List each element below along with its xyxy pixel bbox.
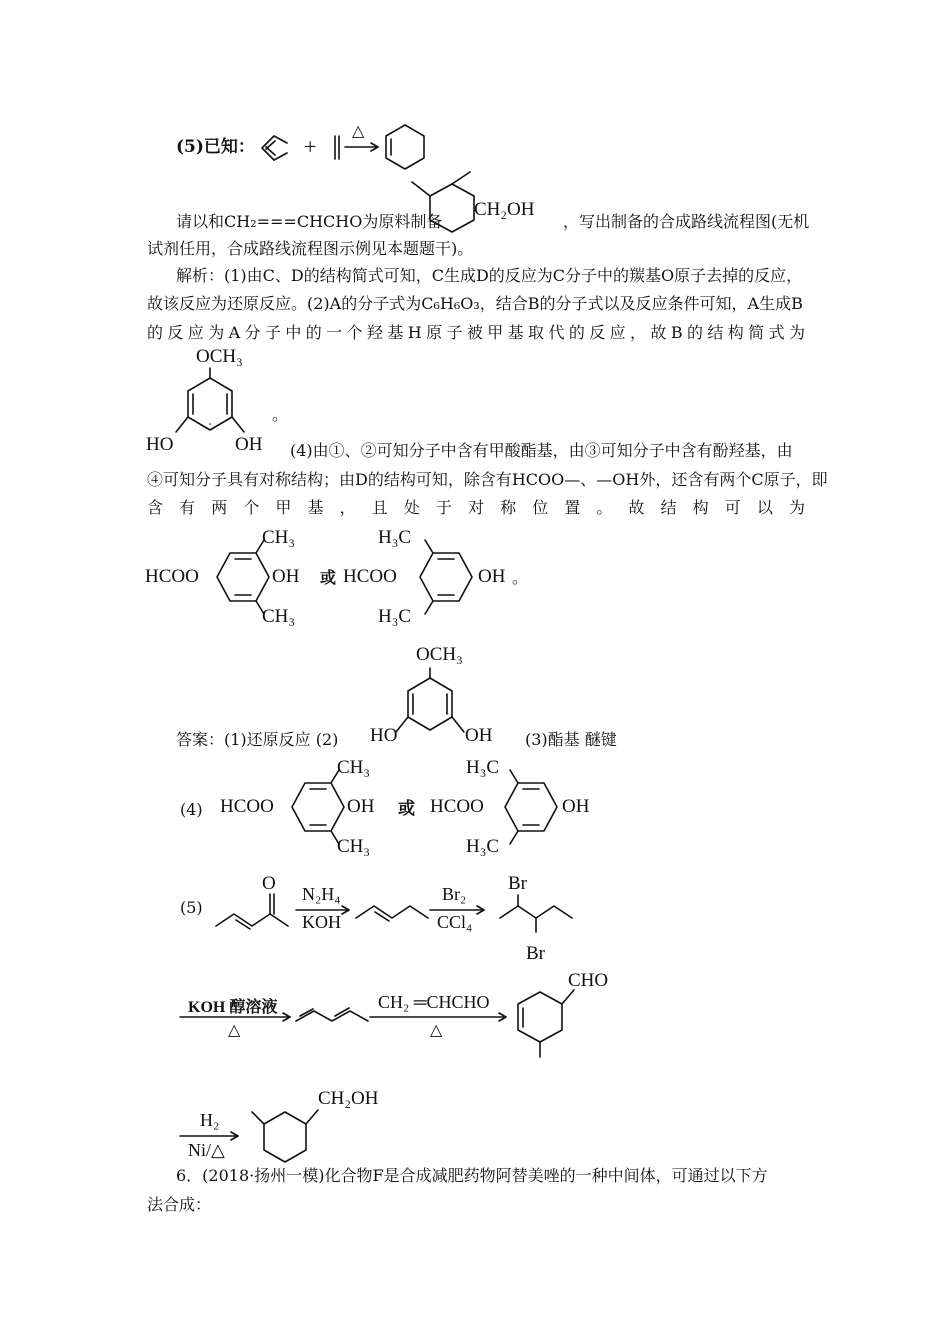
- q5-task-line2: 试剂任用，合成路线流程图示例见本题题干)。: [147, 239, 474, 258]
- enone-molecule: [216, 894, 288, 929]
- analysis-b-end: 。: [272, 405, 289, 424]
- answer-or: 或: [398, 799, 415, 819]
- analysis-s2-left: HCOO: [343, 566, 397, 587]
- analysis-or: 或: [320, 568, 337, 587]
- pentene-molecule: [356, 906, 428, 921]
- cho-group: CHO: [568, 970, 609, 991]
- answer-s1-bottom: CH₃: [337, 836, 371, 857]
- enone-o: O: [262, 873, 276, 894]
- dibromide-br-bottom: Br: [526, 943, 545, 964]
- final-group: CH₂OH: [318, 1088, 379, 1109]
- analysis-s2-top: H₃C: [378, 527, 412, 548]
- analysis-line-2: 故该反应为还原反应。(2)A的分子式为C₆H₆O₃，结合B的分子式以及反应条件可知，A生成B: [147, 294, 803, 313]
- analysis-line-1: 解析：(1)由C、D的结构简式可知，C生成D的反应为C分子中的羰基O原子去掉的反应，: [176, 266, 803, 285]
- analysis-s1-right: OH: [272, 566, 300, 587]
- answer-3: (3)酯基 醚键: [525, 730, 617, 749]
- answer-lead: 答案：(1)还原反应 (2): [176, 730, 339, 749]
- analysis-line-5: ④可知分子具有对称结构；由D的结构可知，除含有HCOO—、—OH外，还含有两个C原子，即: [147, 470, 828, 489]
- analysis-s1-bottom: CH₃: [262, 606, 296, 627]
- known-ethylene: [335, 136, 339, 159]
- q6-line-2: 法合成：: [147, 1195, 212, 1214]
- q6-line-1: 6．(2018·扬州一模)化合物F是合成减肥药物阿替美唑的一种中间体，可通过以下方: [176, 1166, 768, 1185]
- cyclohexene-aldehyde: [518, 990, 574, 1057]
- answer-s2-bottom: H₃C: [466, 836, 500, 857]
- analysis-s2-ring: [420, 540, 472, 614]
- arrow-2-bottom: CCl₄: [437, 912, 473, 932]
- arrow-5-bottom: Ni/△: [188, 1140, 225, 1160]
- known-heat: △: [352, 123, 365, 140]
- arrow-3-bottom: △: [228, 1022, 241, 1039]
- arrow-1-top: N₂H₄: [302, 884, 341, 904]
- answer-s1-right: OH: [347, 796, 375, 817]
- final-molecule: [252, 1110, 318, 1162]
- dibromide-molecule: [500, 895, 572, 932]
- answer-s2-ring: [505, 770, 557, 844]
- answer-b-left: HO: [370, 725, 398, 746]
- analysis-b-ring: [176, 368, 244, 432]
- known-cyclohexene: [386, 125, 424, 169]
- answer-s2-top: H₃C: [466, 757, 500, 778]
- answer-s1-ring: [292, 770, 344, 844]
- q5-known-label: (5)已知：: [176, 137, 255, 157]
- answer-s2-left: HCOO: [430, 796, 484, 817]
- answer-b-top: OCH₃: [416, 644, 463, 665]
- diene-molecule: [296, 1008, 368, 1021]
- analysis-s1-top: CH₃: [262, 527, 296, 548]
- analysis-end: 。: [512, 568, 529, 587]
- analysis-b-left: HO: [146, 434, 174, 455]
- known-diene: [262, 136, 287, 160]
- arrow-1-bottom: KOH: [302, 912, 341, 932]
- answer-s2-right: OH: [562, 796, 590, 817]
- arrow-4-bottom: △: [430, 1022, 443, 1039]
- analysis-line-4: (4)由①、②可知分子中含有甲酸酯基，由③可知分子中含有酚羟基，由: [290, 441, 793, 460]
- analysis-s2-bottom: H₃C: [378, 606, 412, 627]
- answer-b-ring: [396, 668, 464, 732]
- target-group: CH₂OH: [474, 199, 535, 220]
- arrow-5-top: H₂: [200, 1110, 220, 1130]
- analysis-s1-left: HCOO: [145, 566, 199, 587]
- analysis-line-3: 的反应为A分子中的一个羟基H原子被甲基取代的反应，故B的结构简式为: [147, 323, 805, 342]
- arrow-3-top: KOH 醇溶液: [188, 999, 278, 1016]
- arrow-4-top: CH₂ ═CHCHO: [378, 992, 490, 1012]
- dibromide-br-top: Br: [508, 873, 527, 894]
- arrow-2-top: Br₂: [442, 884, 467, 904]
- analysis-s1-ring: [217, 540, 269, 614]
- q5-task-suffix: ，写出制备的合成路线流程图(无机: [563, 212, 810, 231]
- analysis-b-right: OH: [235, 434, 263, 455]
- q5-task-prefix: 请以和CH₂===CHCHO为原料制备: [176, 212, 443, 231]
- analysis-b-top: OCH₃: [196, 346, 243, 367]
- answer-s1-left: HCOO: [220, 796, 274, 817]
- answer-s1-top: CH₃: [337, 757, 371, 778]
- answer-4: (4): [180, 800, 203, 819]
- analysis-s2-right: OH: [478, 566, 506, 587]
- analysis-line-6: 含有两个甲基，且处于对称位置。故结构可以为: [147, 498, 805, 517]
- answer-5: (5): [180, 898, 203, 917]
- known-plus: +: [304, 134, 317, 159]
- answer-b-right: OH: [465, 725, 493, 746]
